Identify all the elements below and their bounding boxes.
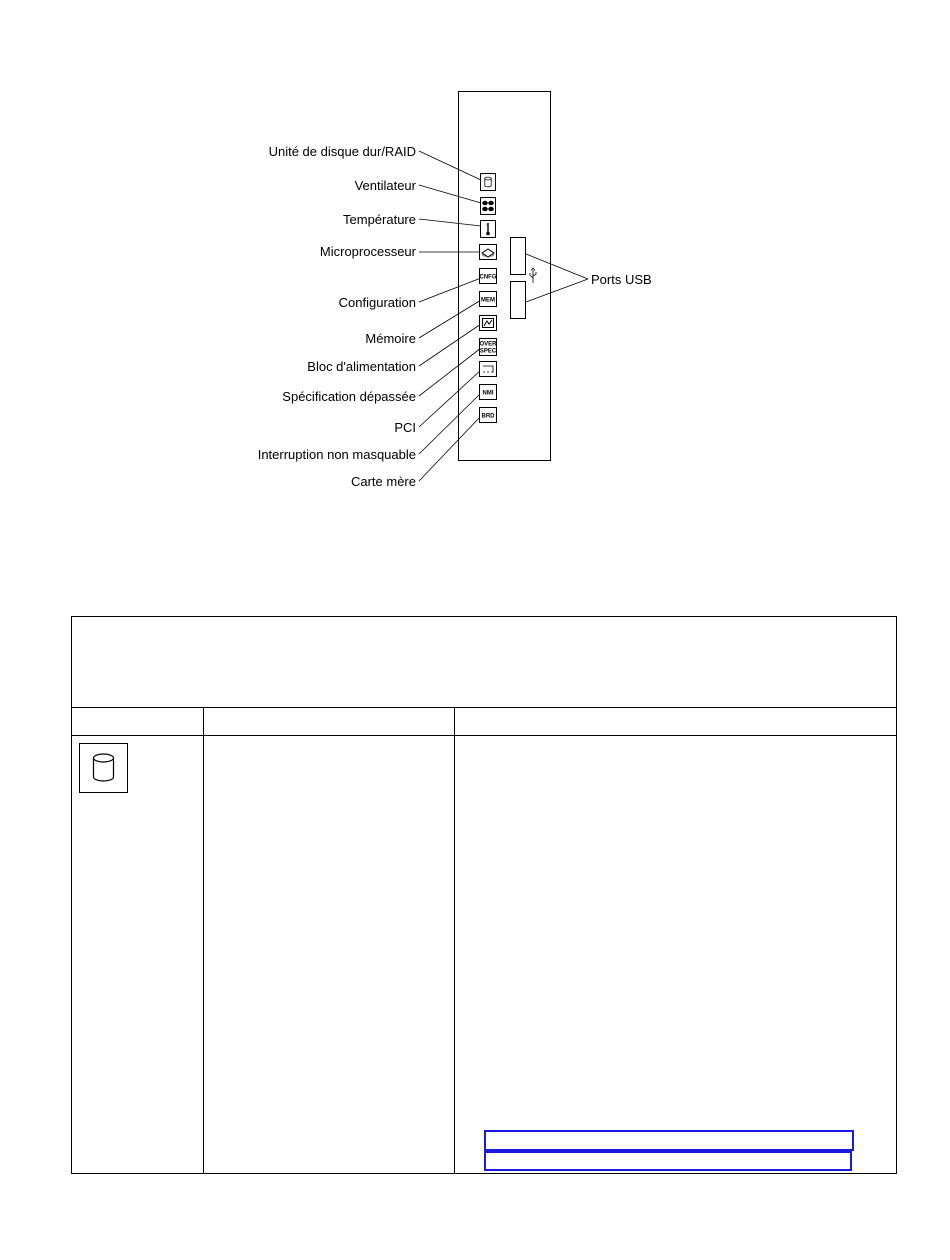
- board-icon: [480, 408, 497, 423]
- label-pci: PCI: [394, 420, 416, 435]
- table-column-divider-1: [203, 707, 204, 1173]
- label-nmi: Interruption non masquable: [257, 447, 416, 462]
- light-path-panel: [459, 92, 551, 461]
- label-hdd: Unité de disque dur/RAID: [268, 144, 416, 159]
- link-box-lower[interactable]: [484, 1151, 852, 1171]
- label-over-spec: Spécification dépassée: [282, 389, 416, 404]
- processor-icon: [480, 245, 497, 260]
- pci-icon: [480, 362, 497, 377]
- label-usb-ports: Ports USB: [591, 272, 652, 287]
- table-row-icon-cell: [79, 743, 128, 793]
- svg-text:OVER: OVER: [479, 341, 497, 348]
- leader-lines: [419, 151, 481, 481]
- table-header-divider: [72, 707, 896, 708]
- svg-text:CNFG: CNFG: [479, 274, 497, 281]
- mem-icon: [480, 292, 497, 307]
- over-spec-icon: [479, 339, 497, 356]
- label-fan: Ventilateur: [354, 178, 416, 193]
- table-column-header-divider: [72, 735, 896, 736]
- power-supply-icon: [480, 316, 497, 331]
- label-configuration: Configuration: [338, 295, 416, 310]
- hard-disk-icon: [481, 174, 496, 191]
- link-box-upper[interactable]: [484, 1130, 854, 1151]
- label-memory: Mémoire: [365, 331, 416, 346]
- nmi-icon: [480, 385, 497, 400]
- thermometer-icon: [481, 221, 496, 238]
- hard-disk-icon: [80, 744, 127, 792]
- led-table: [71, 616, 897, 1174]
- label-power-supply: Bloc d'alimentation: [307, 359, 416, 374]
- svg-text:SPEC: SPEC: [479, 348, 497, 355]
- svg-text:MEM: MEM: [481, 297, 495, 304]
- usb-leader-lines: [526, 254, 588, 302]
- usb-port-lower: [511, 282, 526, 319]
- svg-text:BRD: BRD: [481, 413, 495, 420]
- table-column-divider-2: [454, 707, 455, 1173]
- cnfg-icon: [480, 269, 497, 284]
- label-microprocessor: Microprocesseur: [319, 244, 416, 259]
- fan-icon: [481, 198, 496, 215]
- usb-icon: [530, 268, 536, 283]
- usb-port-upper: [511, 238, 526, 275]
- label-system-board: Carte mère: [350, 474, 416, 489]
- svg-text:NMI: NMI: [482, 390, 494, 397]
- label-temperature: Température: [343, 212, 416, 227]
- light-path-diagram: [0, 0, 950, 600]
